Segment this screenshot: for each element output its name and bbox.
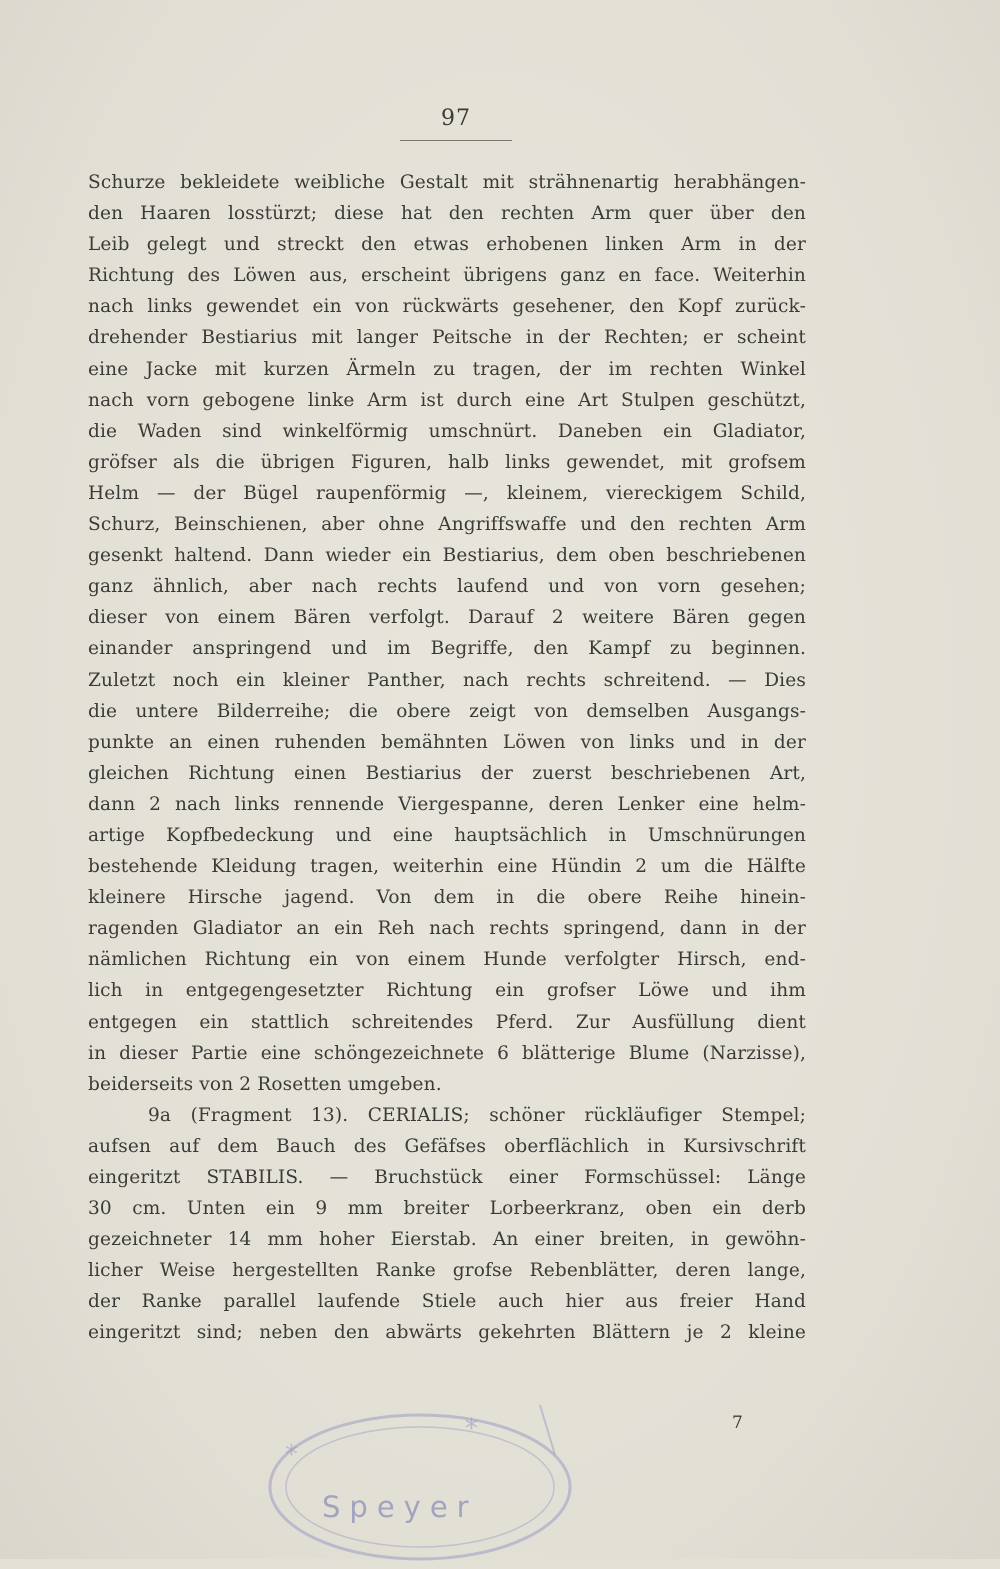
body-text <box>88 167 806 1349</box>
text-line: gezeichneter 14 mm hoher Eierstab. An einer breiten, in gewöhn- <box>88 1229 806 1251</box>
page-header <box>400 100 512 141</box>
text-line: 9a (Fragment 13). CERIALIS; schöner rückläufiger Stempel; <box>148 1104 806 1126</box>
text-line: dann 2 nach links rennende Viergespanne, deren Lenker eine helm- <box>88 793 806 815</box>
text-line: 30 cm. Unten ein 9 mm breiter Lorbeerkranz, oben ein derb <box>88 1198 806 1220</box>
text-line: gröfser als die übrigen Figuren, halb links gewendet, mit grofsem <box>88 451 806 473</box>
signature-mark: 7 <box>732 1413 743 1433</box>
text-line: eingeritzt STABILIS. — Bruchstück einer Formschüssel: Länge <box>88 1167 806 1188</box>
library-stamp <box>255 1375 585 1565</box>
text-line: lich in entgegengesetzter Richtung ein grofser Löwe und ihm <box>88 980 806 1002</box>
text-line: Leib gelegt und streckt den etwas erhobenen linken Arm in der <box>88 234 806 256</box>
text-line: Schurze bekleidete weibliche Gestalt mit strähnenartig herabhängen- <box>88 172 806 193</box>
text-line: dieser von einem Bären verfolgt. Darauf 2 weitere Bären gegen <box>88 607 806 629</box>
text-line: eingeritzt sind; neben den abwärts gekehrten Blättern je 2 kleine <box>88 1322 806 1344</box>
text-line: Schurz, Beinschienen, aber ohne Angriffswaffe und den rechten Arm <box>88 514 806 536</box>
text-line: gleichen Richtung einen Bestiarius der zuerst beschriebenen Art, <box>88 762 806 784</box>
text-line: entgegen ein stattlich schreitendes Pferd. Zur Ausfüllung dient <box>88 1011 806 1033</box>
text-line: licher Weise hergestellten Ranke grofse Rebenblätter, deren lange, <box>88 1260 806 1282</box>
text-line: drehender Bestiarius mit langer Peitsche in der Rechten; er scheint <box>88 327 806 349</box>
text-line: ganz ähnlich, aber nach rechts laufend und von vorn gesehen; <box>88 576 806 598</box>
stamp-star-icon: * <box>285 1440 298 1470</box>
text-line: aufsen auf dem Bauch des Gefäfses oberflächlich in Kursivschrift <box>88 1135 806 1157</box>
text-line: Richtung des Löwen aus, erscheint übrigens ganz en face. Weiterhin <box>88 265 806 287</box>
text-line: die untere Bilderreihe; die obere zeigt von demselben Ausgangs- <box>88 700 806 722</box>
text-line: nämlichen Richtung ein von einem Hunde verfolgter Hirsch, end- <box>88 949 806 971</box>
text-line: beiderseits von 2 Rosetten umgeben. <box>88 1073 442 1095</box>
text-line: in dieser Partie eine schöngezeichnete 6 blätterige Blume (Narzisse), <box>88 1042 806 1064</box>
text-line: eine Jacke mit kurzen Ärmeln zu tragen, der im rechten Winkel <box>88 358 806 380</box>
text-line: Helm — der Bügel raupenförmig —, kleinem, viereckigem Schild, <box>88 482 806 504</box>
text-line: gesenkt haltend. Dann wieder ein Bestiarius, dem oben beschriebenen <box>88 545 806 567</box>
text-line: ragenden Gladiator an ein Reh nach rechts springend, dann in der <box>88 918 806 940</box>
stamp-star-icon: * <box>465 1414 478 1444</box>
text-line: nach links gewendet ein von rückwärts gesehener, den Kopf zurück- <box>88 296 806 318</box>
text-line: nach vorn gebogene linke Arm ist durch eine Art Stulpen geschützt, <box>88 389 806 411</box>
text-line: Zuletzt noch ein kleiner Panther, nach rechts schreitend. — Dies <box>88 669 806 691</box>
text-line: einander anspringend und im Begriffe, den Kampf zu beginnen. <box>88 638 806 660</box>
text-line: die Waden sind winkelförmig umschnürt. Daneben ein Gladiator, <box>88 420 806 442</box>
text-line: der Ranke parallel laufende Stiele auch hier aus freier Hand <box>88 1291 806 1313</box>
stamp-oval-icon <box>255 1375 585 1565</box>
text-line: bestehende Kleidung tragen, weiterhin eine Hündin 2 um die Hälfte <box>88 856 806 878</box>
text-line: kleinere Hirsche jagend. Von dem in die obere Reihe hinein- <box>88 887 806 909</box>
text-line: artige Kopfbedeckung und eine hauptsächlich in Umschnürungen <box>88 824 806 846</box>
page-number: 97 <box>441 106 471 131</box>
stamp-text: Speyer <box>322 1490 478 1524</box>
text-line: punkte an einen ruhenden bemähnten Löwen von links und in der <box>88 731 806 753</box>
text-line: den Haaren losstürzt; diese hat den rechten Arm quer über den <box>88 203 806 225</box>
